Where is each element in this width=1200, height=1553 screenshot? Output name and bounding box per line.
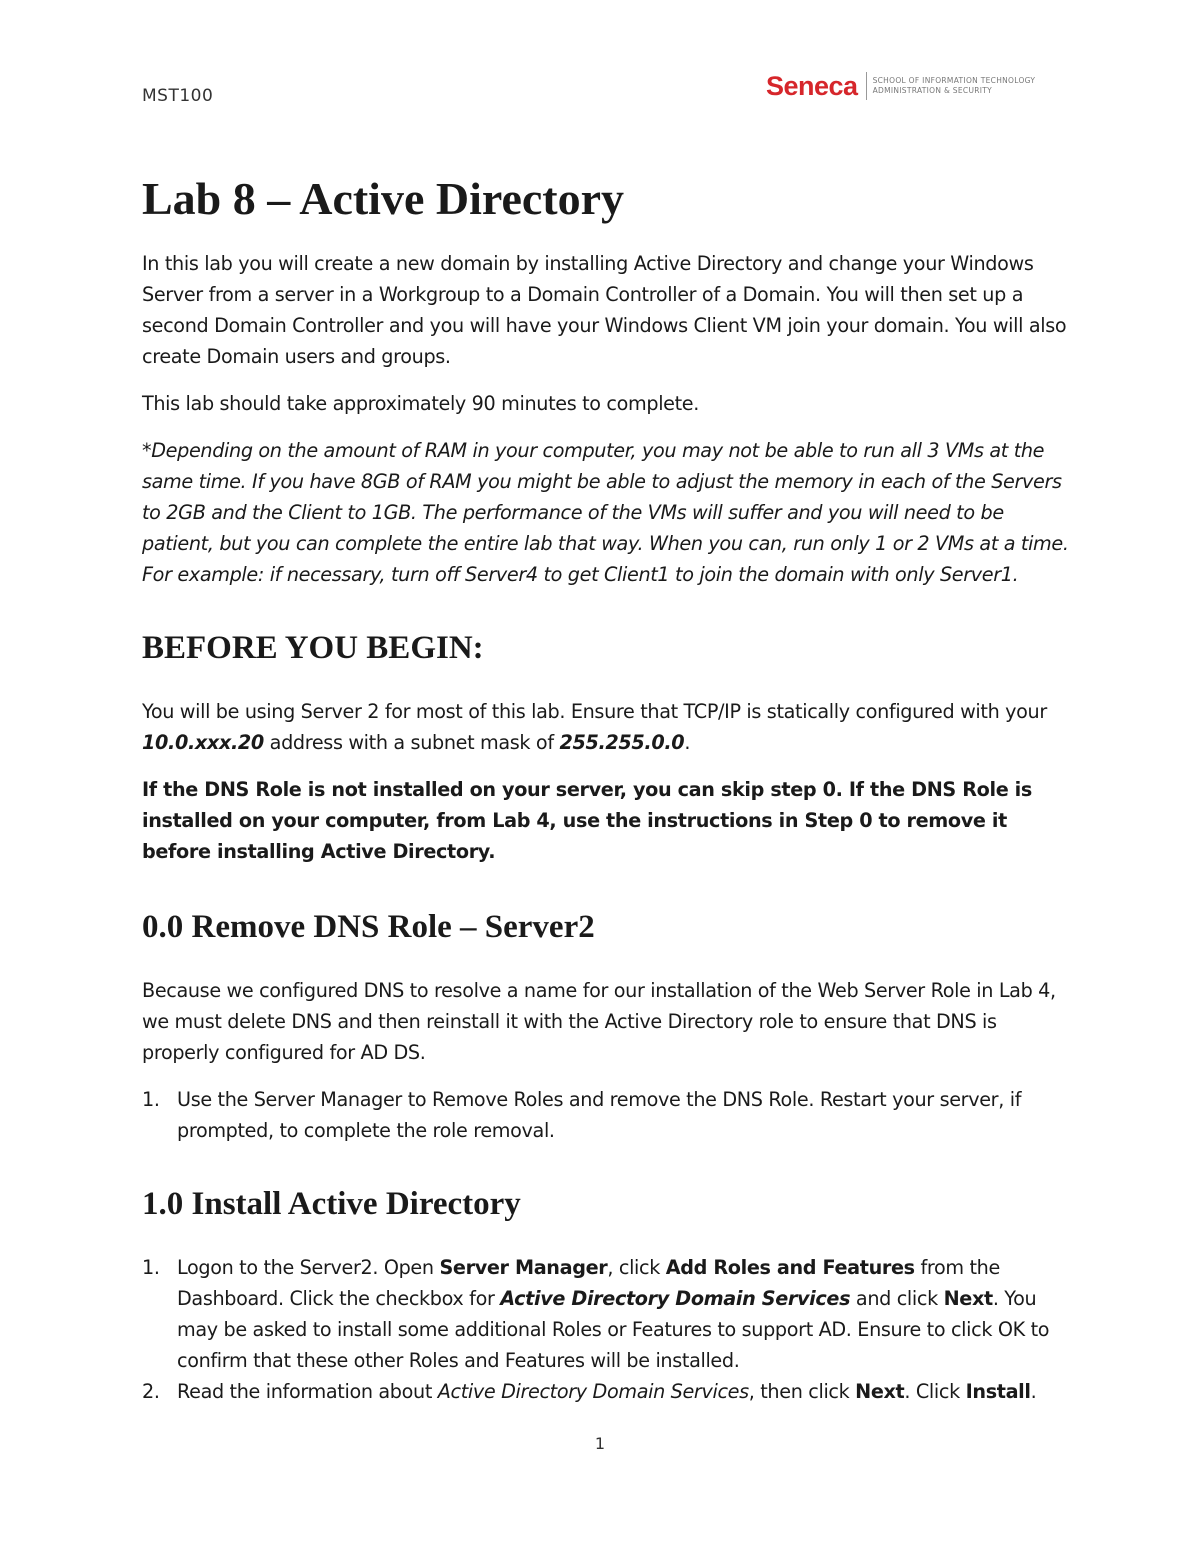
page-title: Lab 8 – Active Directory: [142, 173, 625, 224]
logo-divider: [866, 72, 867, 100]
logo-subtitle-line2: ADMINISTRATION & SECURITY: [872, 86, 993, 95]
section0-heading: 0.0 Remove DNS Role – Server2: [142, 909, 595, 945]
step-number: 1.: [142, 1088, 160, 1111]
ip-address: 10.0.xxx.20: [142, 731, 264, 754]
add-roles-term: Add Roles and Features: [665, 1256, 915, 1279]
intro-paragraph: In this lab you will create a new domain by installing Active Directory and change your Windows Server from a server in a Workgroup to a Domain Controller of a Domain. You will then set up a second Domain Controller and you will have your Windows Client VM join your domain. You will also create Domain users and groups.: [142, 252, 1067, 368]
step2-text-d: .: [1030, 1380, 1037, 1403]
section0-step-1: [142, 1084, 1072, 1146]
step2-text-b: , then click: [748, 1380, 856, 1403]
next-term: Next: [943, 1287, 993, 1310]
logo-subtitle-line1: SCHOOL OF INFORMATION TECHNOLOGY: [872, 76, 1036, 85]
section1-heading: 1.0 Install Active Directory: [142, 1186, 521, 1222]
step1-text-c: from the Dashboard. Click the checkbox for: [177, 1256, 1000, 1310]
tcpip-text-b: address with a subnet mask of: [263, 731, 560, 754]
duration-paragraph: This lab should take approximately 90 minutes to complete.: [142, 392, 700, 415]
step2-text-a: Read the information about: [177, 1380, 438, 1403]
step1-text-b: , click: [607, 1256, 666, 1279]
install-term: Install: [965, 1380, 1031, 1403]
subnet-mask: 255.255.0.0: [559, 731, 685, 754]
section0-steps: [142, 1084, 1072, 1146]
server-manager-term: Server Manager: [439, 1256, 608, 1279]
logo-subtitle: [873, 76, 1036, 96]
adds-term-italic: Active Directory Domain Services: [437, 1380, 749, 1403]
step-number: 2.: [142, 1380, 160, 1403]
adds-term: Active Directory Domain Services: [500, 1287, 851, 1310]
step1-text-e: . You may be asked to install some additional Roles or Features to support AD. Ensure to click OK to confirm that these other Roles and Features will be installed.: [177, 1287, 1050, 1372]
step-number: 1.: [142, 1256, 160, 1279]
course-code: MST100: [142, 86, 214, 106]
tcpip-text-c: .: [684, 731, 691, 754]
section1-step-1: [142, 1252, 1072, 1376]
before-heading: BEFORE YOU BEGIN:: [142, 630, 484, 666]
section0-paragraph: Because we configured DNS to resolve a name for our installation of the Web Server Role in Lab 4, we must delete DNS and then reinstall it with the Active Directory role to ensure that DNS is properly configured for AD DS.: [142, 979, 1056, 1064]
next-term: Next: [855, 1380, 905, 1403]
step2-text-c: . Click: [904, 1380, 966, 1403]
step1-text-a: Logon to the Server2. Open: [177, 1256, 440, 1279]
step1-text-d: and click: [850, 1287, 944, 1310]
step-text: Use the Server Manager to Remove Roles and remove the DNS Role. Restart your server, if prompted, to complete the role removal.: [177, 1088, 1022, 1142]
ram-note: *Depending on the amount of RAM in your computer, you may not be able to run all 3 VMs at the same time. If you have 8GB of RAM you might be able to adjust the memory in each of the Servers to 2GB and the Client to 1GB. The performance of the VMs will suffer and you will need to be patient, but you can complete the entire lab that way. When you can, run only 1 or 2 VMs at a time. For example: if necessary, turn off Server4 to get Client1 to join the domain with only Server1.: [142, 439, 1069, 586]
section1-steps: [142, 1252, 1072, 1407]
seneca-logo: [766, 68, 1035, 104]
section1-step-2: [142, 1376, 1072, 1407]
page-number: 1: [594, 1434, 606, 1453]
tcpip-text-a: You will be using Server 2 for most of this lab. Ensure that TCP/IP is statically configured with your: [142, 700, 1047, 723]
dns-warning: If the DNS Role is not installed on your server, you can skip step 0. If the DNS Role is installed on your computer, from Lab 4, use the instructions in Step 0 to remove it before installing Active Directory.: [142, 778, 1032, 863]
document-body: [142, 168, 1072, 1407]
tcpip-paragraph: [142, 696, 1072, 758]
logo-wordmark: Seneca: [766, 70, 858, 101]
